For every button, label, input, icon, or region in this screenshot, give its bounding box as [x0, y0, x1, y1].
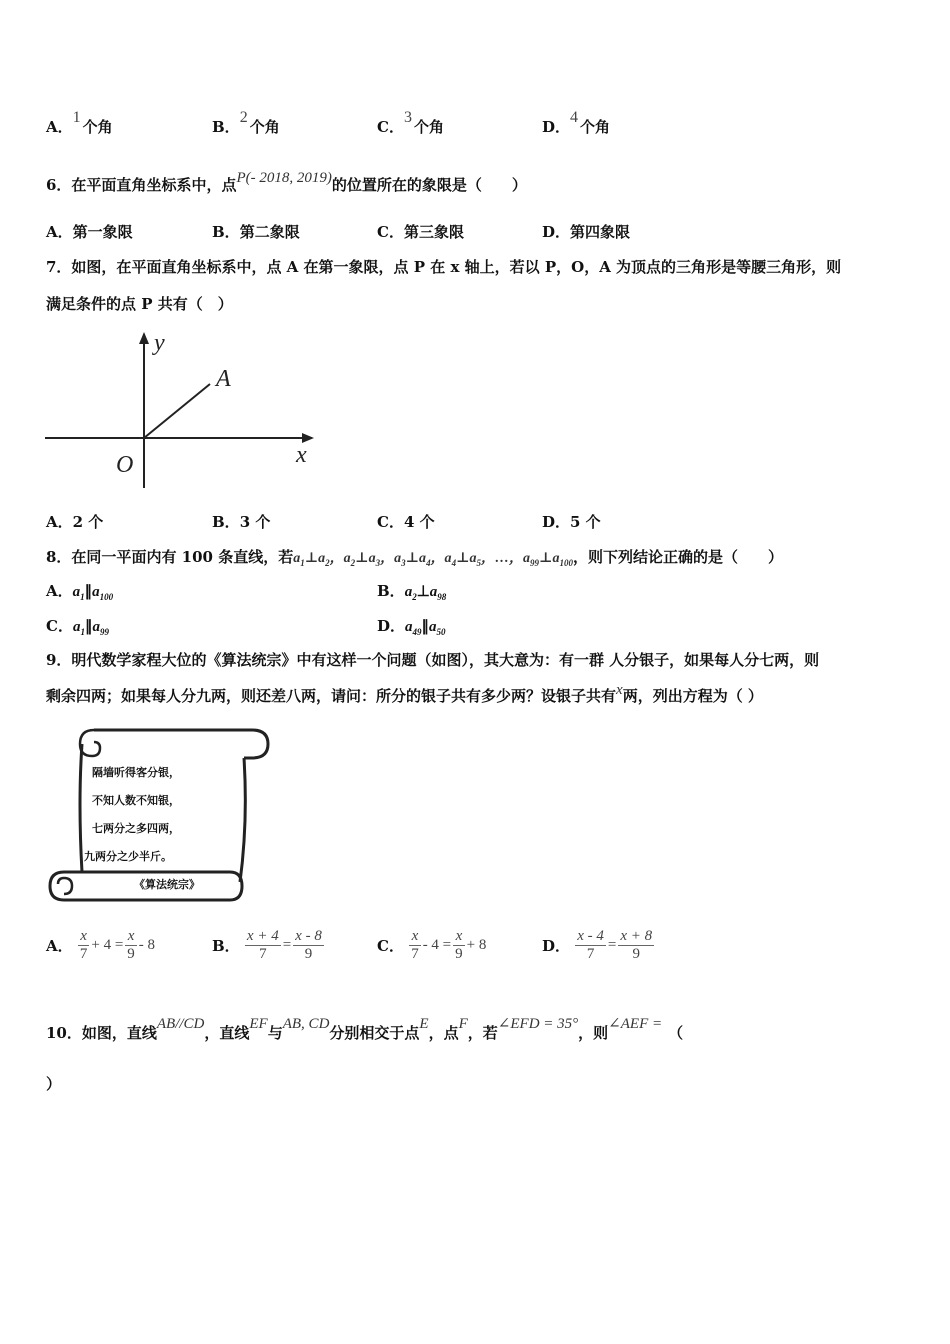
- q10-stem-line2: ）: [46, 1075, 62, 1093]
- q10-math: EF: [249, 1016, 268, 1032]
- expr-relation: ∥: [421, 619, 430, 635]
- option-text: 3 个: [239, 513, 271, 531]
- q8-option-c: [46, 615, 109, 637]
- expr-right-sub: 50: [436, 627, 446, 637]
- scroll-line-3: 七两分之多四两，: [92, 822, 180, 835]
- expr-left: a: [72, 619, 81, 635]
- option-text: 个角: [580, 118, 611, 136]
- q7-option-a: [46, 511, 103, 532]
- q7-option-d: [542, 511, 601, 532]
- expr-right: a: [429, 584, 438, 600]
- expr-right-sub: 98: [437, 592, 447, 602]
- q8-option-d: [377, 615, 446, 637]
- frac-x-minus-8-over-9: $\frac{x - 8}{9}$: [295, 928, 322, 962]
- q9-option-a: A． $\frac{x}{7}$ + 4 = $\frac{x}{9}$ - 8: [46, 928, 156, 962]
- q9-variable: x: [616, 682, 623, 698]
- q10-math: AB, CD: [282, 1016, 330, 1032]
- option-text: 5 个: [570, 513, 601, 531]
- frac-x-over-7: $\frac{x}{7}$: [79, 928, 88, 962]
- q6-option-a: [46, 221, 133, 242]
- option-number: 3: [403, 109, 412, 126]
- option-text: 4 个: [403, 513, 435, 531]
- option-text: 第二象限: [239, 223, 300, 241]
- expr-right: a: [92, 619, 100, 635]
- expr-left-sub: 1: [80, 627, 85, 637]
- option-number: 1: [72, 109, 81, 126]
- scroll-line-4: 九两分之少半斤。: [84, 850, 172, 863]
- expr-relation: ∥: [84, 619, 93, 635]
- option-letter: C．: [377, 223, 404, 241]
- q6-stem: [46, 170, 527, 195]
- point-a-label: A: [216, 366, 231, 392]
- option-letter: A．: [46, 223, 73, 241]
- q10-text: 分别相交于点: [329, 1024, 420, 1042]
- option-letter: D．: [542, 223, 571, 241]
- q10-stem: [46, 1016, 684, 1043]
- option-text: 2 个: [72, 513, 104, 531]
- expr-left: a: [404, 584, 413, 600]
- option-letter: C．: [46, 617, 73, 635]
- frac-x-plus-8-over-9: $\frac{x + 8}{9}$: [620, 928, 653, 962]
- q10-text: ，直线: [204, 1024, 250, 1042]
- q8-option-a-expr: [73, 584, 114, 600]
- q10-math: ∠EFD = 35°: [497, 1016, 579, 1032]
- option-letter: B．: [212, 937, 240, 955]
- q8-option-b: [377, 580, 446, 602]
- expr-left: a: [72, 584, 81, 600]
- q8-stem-text: 8．在同一平面内有 100 条直线，若: [46, 548, 294, 566]
- option-letter: A．: [46, 937, 73, 955]
- option-letter: D．: [542, 513, 571, 531]
- q8-option-a: [46, 580, 113, 602]
- q10-text: ，则: [578, 1024, 609, 1042]
- frac-x-over-9: $\frac{x}{9}$: [455, 928, 463, 962]
- expr-left: a: [405, 619, 413, 635]
- expr-relation: ∥: [84, 584, 93, 600]
- segment-oa: [144, 384, 210, 438]
- option-letter: C．: [377, 513, 404, 531]
- q8-option-d-expr: [405, 619, 446, 635]
- q7-option-c: [377, 511, 435, 532]
- q8-perpendicular-chain: $a_1\perp a_2$，$a_2\perp a_3$，$a_3\perp a_4$，$a_4\perp a_5$，…，$a_{99}\perp a_{100}$: [293, 551, 573, 568]
- q9-stem-line1: 9．明代数学家程大位的《算法统宗》中有这样一个问题（如图），其大意为：有一群 人分银子，如果每人分七两，则: [46, 651, 820, 669]
- expr-left-sub: 49: [412, 627, 422, 637]
- q6-option-c: [377, 221, 464, 242]
- option-text: 第三象限: [403, 223, 464, 241]
- q9-stem-text: 剩余四两；如果每人分九两，则还差八两，请问：所分的银子共有多少两？设银子共有: [46, 687, 617, 705]
- option-letter: B．: [377, 582, 405, 600]
- option-letter: D．: [542, 937, 571, 955]
- option-text: 个角: [82, 118, 113, 136]
- expr-relation: ⊥: [416, 584, 430, 600]
- option-text: 个角: [249, 118, 280, 136]
- q10-math: E: [419, 1016, 429, 1032]
- q6-stem-text-b: 的位置所在的象限是（ ）: [331, 176, 527, 194]
- option-letter: A．: [46, 582, 73, 600]
- q8-option-b-expr: [405, 584, 447, 600]
- origin-label: O: [116, 452, 134, 478]
- q6-option-d: [542, 221, 630, 242]
- q7-stem-line1: 7．如图，在平面直角坐标系中，点 A 在第一象限，点 P 在 x 轴上，若以 P，O，A 为顶点的三角形是等腰三角形，则: [46, 258, 842, 276]
- scroll-left-edge: [80, 744, 82, 872]
- q10-text: （: [668, 1024, 684, 1042]
- scroll-bottom-curl: [58, 878, 72, 894]
- option-letter: C．: [377, 937, 404, 955]
- option-letter: A．: [46, 513, 73, 531]
- frac-x-over-7: $\frac{x}{7}$: [411, 928, 419, 962]
- option-text: 第一象限: [72, 223, 133, 241]
- q6-point: P(- 2018, 2019): [236, 170, 332, 186]
- x-axis-label: x: [296, 442, 307, 468]
- scroll-line-2: 不知人数不知银，: [92, 794, 180, 807]
- q9-stem-line2: [46, 682, 763, 706]
- expr-right: a: [429, 619, 437, 635]
- q6-stem-text: 6．在平面直角坐标系中，点: [46, 176, 237, 194]
- q9-stem-text-b: 两，列出方程为（ ）: [622, 687, 763, 705]
- scroll-top-curl: [80, 730, 100, 756]
- option-number: 2: [239, 109, 248, 126]
- option-text: 个角: [413, 118, 444, 136]
- expr-left-sub: 1: [80, 592, 85, 602]
- scroll-line-5: 《算法统宗》: [134, 878, 200, 891]
- q6-option-b: [212, 221, 300, 242]
- option-letter: C．: [377, 118, 404, 136]
- option-letter: B．: [212, 223, 240, 241]
- q9-option-d: D． $\frac{x - 4}{7}$ = $\frac{x + 8}{9}$: [542, 928, 653, 962]
- scroll-line-1: 隔墙听得客分银，: [92, 766, 180, 779]
- scroll-right-edge: [240, 758, 245, 882]
- q5-option-b: [212, 109, 280, 137]
- scroll-top-roll: [94, 730, 268, 758]
- frac-x-over-9: $\frac{x}{9}$: [127, 928, 135, 962]
- option-number: 4: [570, 109, 579, 126]
- expr-right-sub: 99: [99, 627, 109, 637]
- frac-x-plus-4-over-7: $\frac{x + 4}{7}$: [246, 928, 279, 962]
- expr-right-sub: 100: [99, 592, 114, 602]
- q9-option-c: C． $\frac{x}{7}$ - 4 = $\frac{x}{9}$ + 8: [377, 928, 487, 962]
- q8-option-c-expr: [73, 619, 109, 635]
- q10-text: ，点: [428, 1024, 459, 1042]
- option-letter: B．: [212, 513, 240, 531]
- q10-text: 10．如图，直线: [46, 1024, 157, 1042]
- q8-stem: [46, 546, 783, 568]
- expr-left-sub: 2: [412, 592, 417, 602]
- q7-coordinate-figure: [40, 322, 330, 494]
- option-letter: A．: [46, 118, 73, 136]
- q7-stem-line2: 满足条件的点 P 共有（ ）: [46, 295, 233, 313]
- q10-text: 与: [267, 1024, 283, 1042]
- q10-math: AB//CD: [156, 1016, 205, 1032]
- q5-option-a: [46, 109, 113, 137]
- option-letter: D．: [542, 118, 571, 136]
- q5-option-c: [377, 109, 444, 137]
- frac-x-minus-4-over-7: $\frac{x - 4}{7}$: [577, 928, 604, 962]
- q5-option-d: [542, 109, 611, 137]
- q8-stem-text-b: ，则下列结论正确的是（ ）: [572, 548, 783, 566]
- q10-text: ，若: [467, 1024, 498, 1042]
- option-text: 第四象限: [570, 223, 631, 241]
- expr-right: a: [92, 584, 100, 600]
- y-axis-label: y: [154, 330, 165, 356]
- option-letter: D．: [377, 617, 406, 635]
- q10-math: F: [458, 1016, 468, 1032]
- q7-option-b: [212, 511, 270, 532]
- option-letter: B．: [212, 118, 240, 136]
- q10-math: ∠AEF =: [608, 1016, 663, 1032]
- q9-option-b: B． $\frac{x + 4}{7}$ = $\frac{x - 8}{9}$: [212, 928, 322, 962]
